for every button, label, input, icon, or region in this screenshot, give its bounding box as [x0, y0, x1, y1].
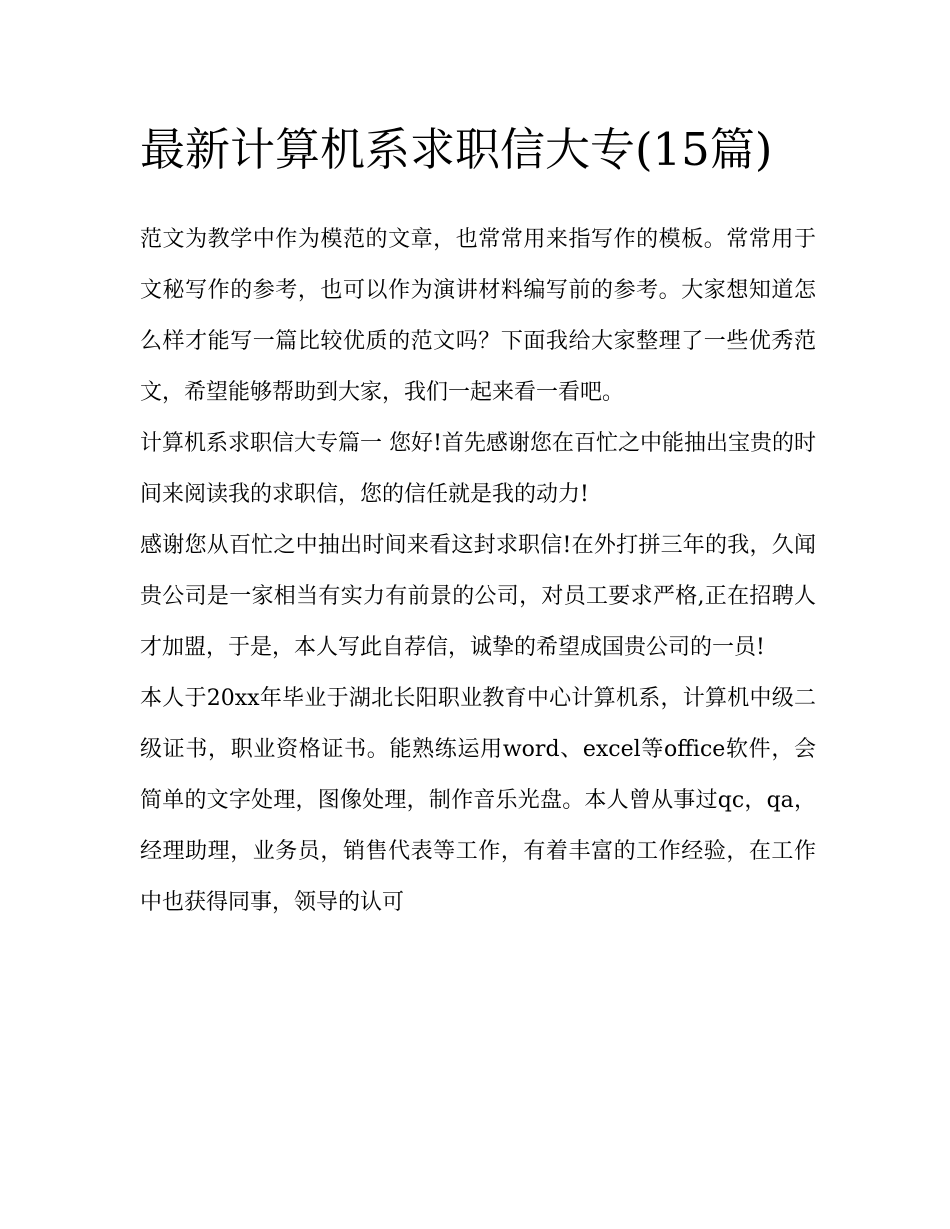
paragraph-experience: 本人于20xx年毕业于湖北长阳职业教育中心计算机系，计算机中级二级证书，职业资格证书。能熟练运用word、excel等office软件，会简单的文字处理，图像处理，制作音乐光盘。本人曾从事过qc，qa，经理助理，业务员，销售代表等工作，有着丰富的工作经验，在工作中也获得同事，领导的认可	[140, 686, 816, 915]
document-title: 最新计算机系求职信大专(15篇)	[140, 123, 773, 176]
document-body	[140, 112, 816, 928]
paragraph-intro: 范文为教学中作为模范的文章，也常常用来指写作的模板。常常用于文秘写作的参考，也可以作为演讲材料编写前的参考。大家想知道怎么样才能写一篇比较优质的范文吗？下面我给大家整理了一些优秀范文，希望能够帮助到大家，我们一起来看一看吧。	[140, 227, 816, 405]
paragraph-letter-opening: 计算机系求职信大专篇一 您好!首先感谢您在百忙之中能抽出宝贵的时间来阅读我的求职信，您的信任就是我的动力!	[140, 431, 816, 507]
paragraph-thanks: 感谢您从百忙之中抽出时间来看这封求职信!在外打拼三年的我，久闻贵公司是一家相当有实力有前景的公司，对员工要求严格,正在招聘人才加盟，于是，本人写此自荐信，诚挚的希望成国贵公司的一员!	[140, 533, 816, 660]
